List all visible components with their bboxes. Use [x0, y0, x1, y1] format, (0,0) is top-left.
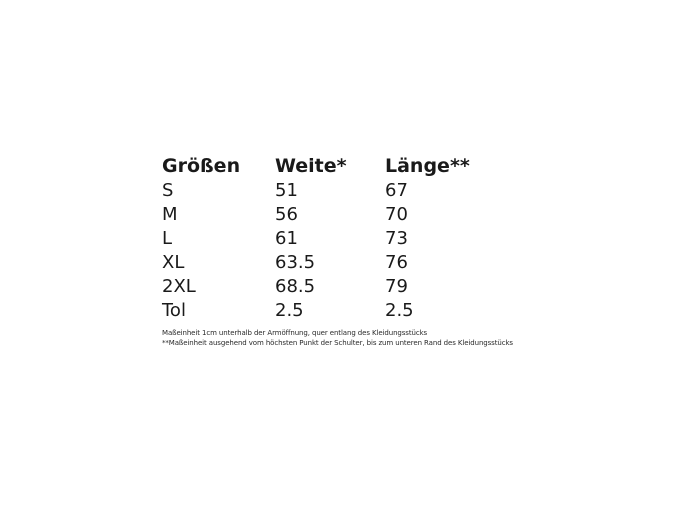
length-cell: 2.5 [385, 300, 414, 321]
width-cell: 51 [275, 180, 298, 201]
length-cell: 67 [385, 180, 408, 201]
size-chart-table [162, 153, 485, 323]
size-cell: XL [162, 252, 185, 273]
header-length: Länge** [385, 155, 470, 177]
footnote-width: Maßeinheit 1cm unterhalb der Armöffnung, quer entlang des Kleidungsstücks [162, 329, 428, 337]
width-cell: 61 [275, 228, 298, 249]
length-cell: 73 [385, 228, 408, 249]
size-cell: M [162, 204, 178, 225]
table-row [162, 227, 485, 251]
size-cell: L [162, 228, 173, 249]
length-cell: 79 [385, 276, 408, 297]
width-cell: 2.5 [275, 300, 304, 321]
size-cell: S [162, 180, 174, 201]
width-cell: 68.5 [275, 276, 316, 297]
length-cell: 76 [385, 252, 408, 273]
size-cell: Tol [162, 300, 186, 321]
header-width: Weite* [275, 155, 347, 177]
table-row [162, 203, 485, 227]
width-cell: 63.5 [275, 252, 316, 273]
table-row [162, 179, 485, 203]
table-row [162, 299, 485, 323]
length-cell: 70 [385, 204, 408, 225]
width-cell: 56 [275, 204, 298, 225]
header-size: Größen [162, 155, 241, 177]
header-row [162, 153, 485, 179]
table-row [162, 251, 485, 275]
table-row [162, 275, 485, 299]
size-cell: 2XL [162, 276, 196, 297]
footnote-length: **Maßeinheit ausgehend vom höchsten Punkt der Schulter, bis zum unteren Rand des Kleidungsstücks [162, 339, 513, 347]
footnotes [162, 328, 513, 348]
